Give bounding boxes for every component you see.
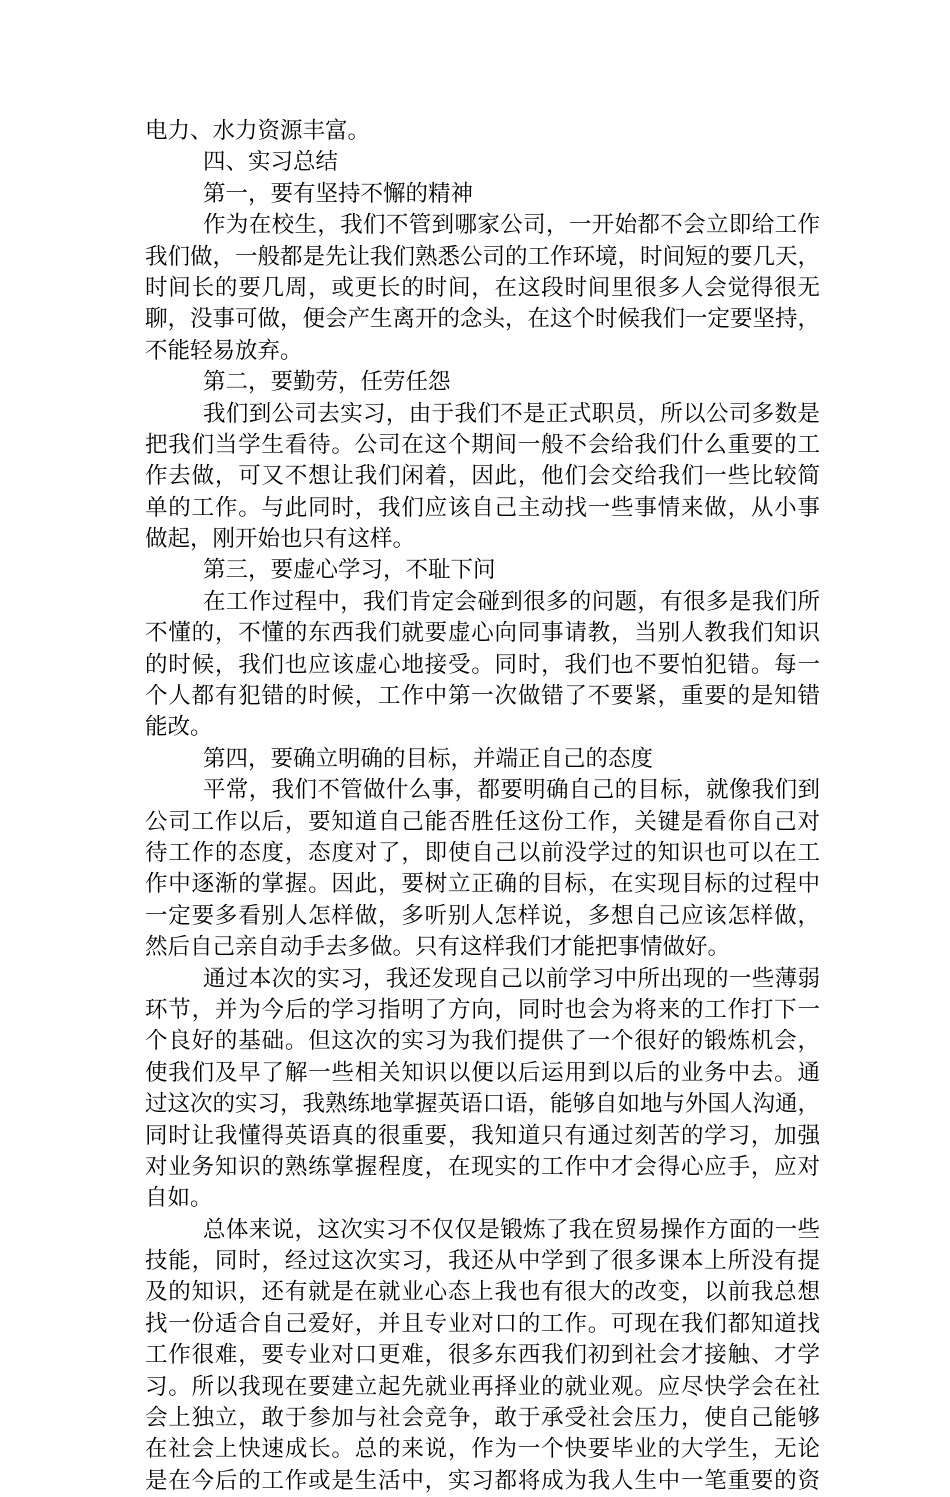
text-line: 过这次的实习，我熟练地掌握英语口语，能够自如地与外国人沟通， — [145, 1091, 821, 1118]
text-line: 技能，同时，经过这次实习，我还从中学到了很多课本上所没有提 — [145, 1248, 820, 1275]
text-line: 能改。 — [145, 714, 213, 741]
text-line: 个良好的基础。但这次的实习为我们提供了一个很好的锻炼机会， — [145, 1028, 820, 1055]
section-heading: 第二，要勤劳，任劳任怨 — [203, 369, 451, 396]
text-line: 时间长的要几周，或更长的时间，在这段时间里很多人会觉得很无 — [145, 274, 820, 301]
text-line: 聊，没事可做，便会产生离开的念头，在这个时候我们一定要坚持， — [145, 306, 821, 333]
text-line: 自如。 — [145, 1185, 213, 1212]
text-line: 然后自己亲自动手去多做。只有这样我们才能把事情做好。 — [145, 934, 731, 961]
text-line: 习。所以我现在要建立起先就业再择业的就业观。应尽快学会在社 — [145, 1373, 820, 1400]
text-line: 找一份适合自己爱好，并且专业对口的工作。可现在我们都知道找 — [145, 1310, 820, 1337]
section-heading: 第三，要虚心学习，不耻下问 — [203, 557, 496, 584]
text-line: 工作很难，要专业对口更难，很多东西我们初到社会才接触、才学 — [145, 1342, 820, 1369]
text-line: 总体来说，这次实习不仅仅是锻炼了我在贸易操作方面的一些 — [203, 1216, 820, 1243]
text-line: 在社会上快速成长。总的来说，作为一个快要毕业的大学生，无论 — [145, 1436, 820, 1463]
text-line: 平常，我们不管做什么事，都要明确自己的目标，就像我们到 — [203, 777, 820, 804]
text-line: 把我们当学生看待。公司在这个期间一般不会给我们什么重要的工 — [145, 431, 820, 458]
text-line: 使我们及早了解一些相关知识以便以后运用到以后的业务中去。通 — [145, 1059, 820, 1086]
text-line: 在工作过程中，我们肯定会碰到很多的问题，有很多是我们所 — [203, 588, 820, 615]
text-line: 对业务知识的熟练掌握程度，在现实的工作中才会得心应手，应对 — [145, 1153, 820, 1180]
text-line: 电力、水力资源丰富。 — [145, 118, 371, 144]
text-line: 我们到公司去实习，由于我们不是正式职员，所以公司多数是 — [203, 400, 820, 427]
text-line: 通过本次的实习，我还发现自己以前学习中所出现的一些薄弱 — [203, 965, 820, 992]
text-line: 是在今后的工作或是生活中，实习都将成为我人生中一笔重要的资 — [145, 1467, 820, 1494]
text-line: 的时候，我们也应该虚心地接受。同时，我们也不要怕犯错。每一 — [145, 651, 820, 678]
text-line: 及的知识，还有就是在就业心态上我也有很大的改变，以前我总想 — [145, 1279, 820, 1306]
text-line: 做起，刚开始也只有这样。 — [145, 526, 416, 553]
section-heading: 第一，要有坚持不懈的精神 — [203, 180, 474, 207]
text-line: 会上独立，敢于参加与社会竞争，敢于承受社会压力，使自己能够 — [145, 1405, 820, 1432]
text-line: 同时让我懂得英语真的很重要，我知道只有通过刻苦的学习，加强 — [145, 1122, 820, 1149]
text-line: 环节，并为今后的学习指明了方向，同时也会为将来的工作打下一 — [145, 996, 820, 1023]
text-line: 作中逐渐的掌握。因此，要树立正确的目标，在实现目标的过程中 — [145, 871, 820, 898]
text-line: 单的工作。与此同时，我们应该自己主动找一些事情来做，从小事 — [145, 494, 820, 521]
text-line: 作为在校生，我们不管到哪家公司，一开始都不会立即给工作 — [203, 212, 820, 239]
text-line: 公司工作以后，要知道自己能否胜任这份工作，关键是看你自己对 — [145, 808, 820, 835]
text-line: 我们做，一般都是先让我们熟悉公司的工作环境，时间短的要几天， — [145, 243, 821, 270]
text-line: 待工作的态度，态度对了，即使自己以前没学过的知识也可以在工 — [145, 839, 820, 866]
text-line: 不能轻易放弃。 — [145, 337, 303, 364]
section-heading: 四、实习总结 — [203, 149, 339, 176]
section-heading: 第四，要确立明确的目标，并端正自己的态度 — [203, 745, 654, 772]
text-line: 作去做，可又不想让我们闲着，因此，他们会交给我们一些比较简 — [145, 463, 820, 490]
text-line: 一定要多看别人怎样做，多听别人怎样说，多想自己应该怎样做， — [145, 902, 820, 929]
text-line: 不懂的，不懂的东西我们就要虚心向同事请教，当别人教我们知识 — [145, 620, 820, 647]
document-body — [145, 116, 820, 1497]
text-line: 个人都有犯错的时候，工作中第一次做错了不要紧，重要的是知错 — [145, 683, 820, 710]
